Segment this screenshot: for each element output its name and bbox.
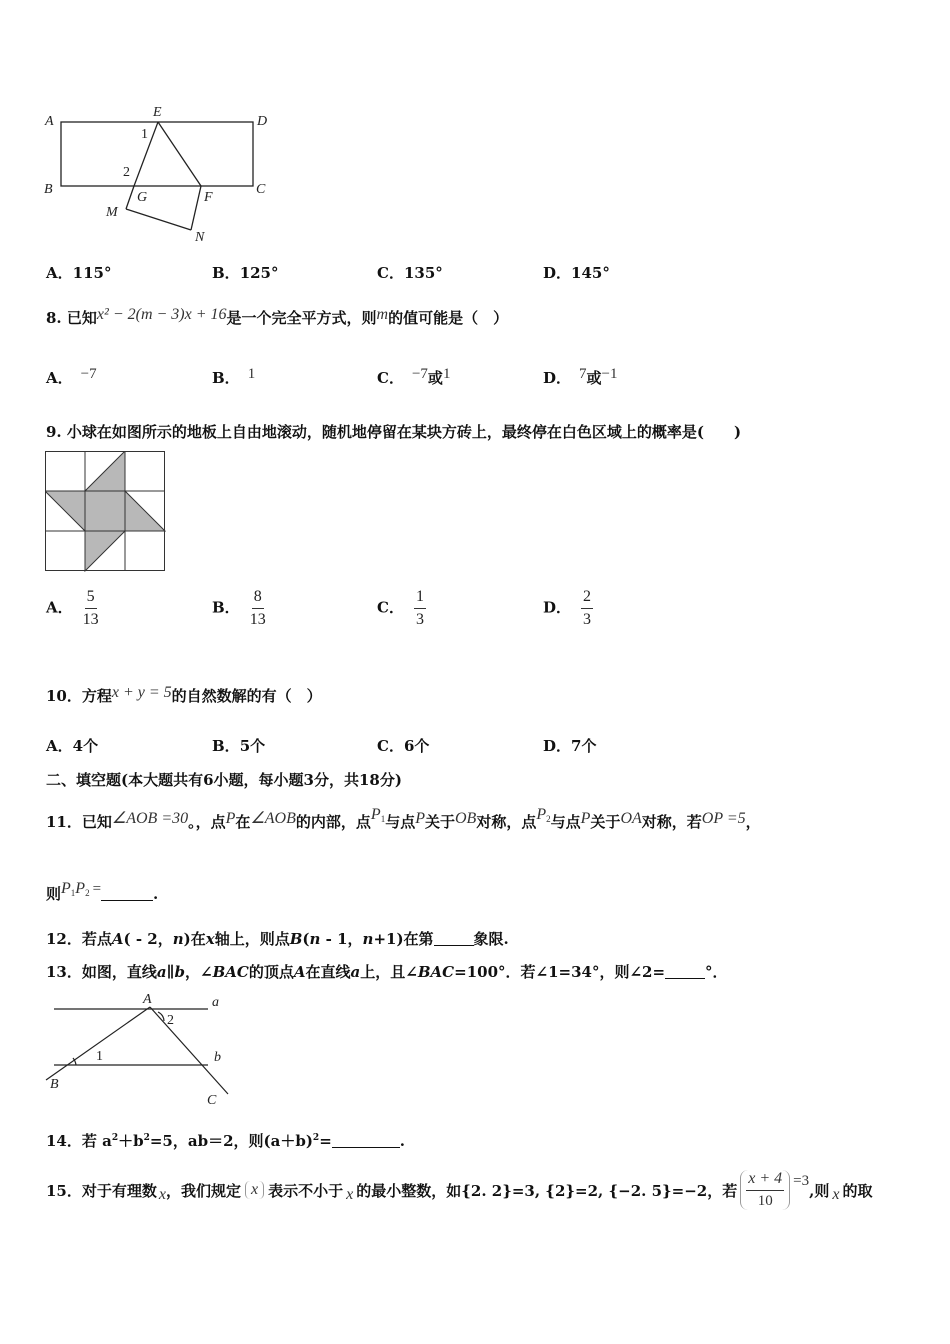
label-a-point: A bbox=[143, 992, 152, 1007]
q12-answer-blank[interactable] bbox=[434, 931, 474, 946]
label-angle-2: 2 bbox=[123, 165, 130, 180]
q10-option-c: C．6个 bbox=[377, 737, 430, 755]
label-line-a: a bbox=[212, 995, 219, 1010]
q13-stem: 13．如图，直线a∥b，∠BAC的顶点A在直线a上，且∠BAC=100°．若∠1=34°，则∠2= °． bbox=[46, 963, 728, 981]
q12-stem: 12．若点A( - 2，n)在x轴上，则点B(n - 1，n+1)在第 象限. bbox=[46, 930, 509, 948]
q7-option-d: D．145° bbox=[543, 264, 610, 282]
q13-figure bbox=[40, 990, 240, 1108]
label-angle-1: 1 bbox=[141, 127, 148, 142]
q7-option-a: A．115° bbox=[46, 264, 112, 282]
shaded-region bbox=[45, 451, 165, 571]
label-b: B bbox=[44, 182, 53, 197]
label-f: F bbox=[204, 190, 213, 205]
label-angle-2: 2 bbox=[167, 1013, 174, 1028]
label-c: C bbox=[256, 182, 266, 197]
q8-option-b: B． 1 bbox=[212, 366, 256, 387]
q7-figure bbox=[40, 100, 280, 250]
label-m: M bbox=[106, 205, 118, 220]
label-a: A bbox=[45, 114, 54, 129]
label-g: G bbox=[137, 190, 148, 205]
q8-option-a: A． −7 bbox=[46, 366, 97, 387]
q15-stem: 15．对于有理数 x ，我们规定 x 表示不小于 x 的最小整数，如{2. 2}=3, {2}=2, {−2. 5}=−2，若 $\frac{x + 4}{10}$ =3 ,则 x 的取 bbox=[46, 1170, 873, 1209]
q10-option-b: B．5个 bbox=[212, 737, 266, 755]
q8-option-d: D． 7或−1 bbox=[543, 366, 618, 387]
rectangle-abcd bbox=[61, 122, 253, 186]
label-n: N bbox=[195, 230, 205, 245]
q14-answer-blank[interactable] bbox=[332, 1133, 400, 1148]
q11-stem: 11．已知∠AOB =30。，点P在∠AOB的内部，点$P_1$与点P关于OB对称，点$P_2$与点P关于OA对称，若OP =5， bbox=[46, 806, 761, 831]
q11-answer-line: 则$P_1P_2$ = . bbox=[46, 880, 159, 903]
q10-option-d: D．7个 bbox=[543, 737, 597, 755]
q9-stem: 9. 小球在如图所示的地板上自由地滚动，随机地停留在某块方砖上，最终停在白色区域上的概率是( ) bbox=[46, 423, 742, 441]
q9-option-a: A． $\frac{5}{13}$ bbox=[46, 588, 99, 628]
q11-answer-blank[interactable] bbox=[101, 886, 153, 901]
q10-option-a: A．4个 bbox=[46, 737, 99, 755]
q13-answer-blank[interactable] bbox=[665, 964, 705, 979]
q7-option-c: C．135° bbox=[377, 264, 443, 282]
label-line-b: b bbox=[214, 1050, 221, 1065]
label-b-point: B bbox=[50, 1077, 59, 1092]
q9-option-b: B． $\frac{8}{13}$ bbox=[212, 588, 266, 628]
section-2-title: 二、填空题(本大题共有6小题，每小题3分，共18分) bbox=[46, 771, 402, 789]
q9-option-d: D． $\frac{2}{3}$ bbox=[543, 588, 592, 628]
brace-fraction: $\frac{x + 4}{10}$ bbox=[740, 1170, 790, 1210]
line-ab bbox=[46, 1007, 150, 1080]
q9-option-c: C． $\frac{1}{3}$ bbox=[377, 588, 424, 628]
q14-stem: 14．若 $a^2+b^2=5$，ab＝2，则$(a+b)^2=$ . bbox=[46, 1132, 405, 1150]
label-angle-1: 1 bbox=[96, 1049, 103, 1064]
label-c-point: C bbox=[207, 1093, 217, 1108]
q9-floor-figure bbox=[45, 451, 166, 572]
brace-x: x bbox=[245, 1181, 264, 1199]
label-e: E bbox=[153, 105, 162, 120]
q8-option-c: C． −7或1 bbox=[377, 366, 451, 387]
q8-stem: 8. 已知x² − 2(m − 3)x + 16是一个完全平方式，则m的值可能是（ ） bbox=[46, 306, 509, 327]
fold-line-ef bbox=[158, 122, 201, 186]
q7-option-b: B．125° bbox=[212, 264, 279, 282]
q10-stem: 10．方程x + y = 5的自然数解的有（ ） bbox=[46, 684, 322, 705]
label-d: D bbox=[257, 114, 268, 129]
